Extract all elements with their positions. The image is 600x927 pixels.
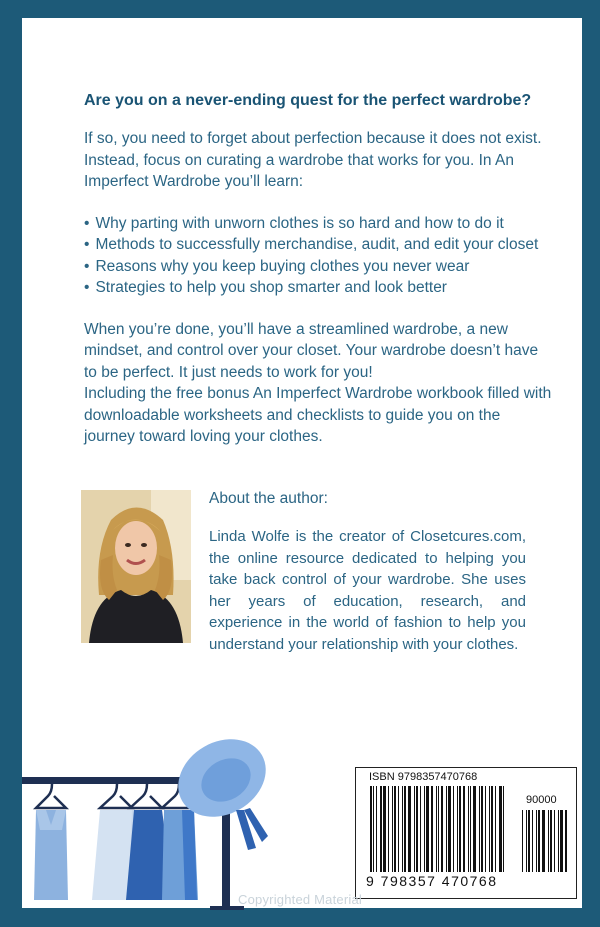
barcode-bar [380, 786, 382, 872]
learn-list [84, 213, 554, 299]
barcode-bar [438, 786, 439, 872]
barcode-bar [370, 786, 372, 872]
author-heading: About the author: [209, 490, 328, 507]
barcode-bar [398, 786, 399, 872]
barcode-bar [424, 786, 425, 872]
price-code: 90000 [526, 794, 557, 806]
wardrobe-illustration [22, 730, 292, 910]
barcode-bar [420, 786, 421, 872]
barcode-bar [526, 810, 527, 872]
barcode-bar [538, 810, 540, 872]
author-bio: Linda Wolfe is the creator of Closetcures.com, the online resource dedicated to helping you take back control of your wardrobe. She uses her years of education, research, and experience in the world of fashion to help you understand your relationship with your clothes. [209, 528, 526, 653]
barcode-bar [499, 786, 502, 872]
list-item: • Reasons why you keep buying clothes you never wear [84, 256, 554, 278]
barcode-bar [481, 786, 483, 872]
barcode-bar [392, 786, 393, 872]
isbn-barcode [355, 767, 577, 899]
barcode-bar [431, 786, 433, 872]
shirt-icon [34, 810, 68, 900]
barcode-bar [414, 786, 415, 872]
barcode-bar [441, 786, 443, 872]
barcode-bar [489, 786, 490, 872]
barcode-bar [522, 810, 523, 872]
back-cover-page [22, 18, 582, 908]
isbn-label: ISBN 9798357470768 [369, 771, 478, 783]
barcode-bar [495, 786, 496, 872]
barcode-bar [503, 786, 504, 872]
blurb-closing: When you’re done, you’ll have a streamlined wardrobe, a new mindset, and control over your closet. Your wardrobe doesn’t have to be perfect. It just needs to work for you! [84, 320, 539, 381]
list-item: • Why parting with unworn clothes is so hard and how to do it [84, 213, 554, 235]
barcode-bar [383, 786, 386, 872]
barcode-bar [558, 810, 559, 872]
barcode-bar [560, 810, 563, 872]
barcode-bar [479, 786, 480, 872]
blurb-headline: Are you on a never-ending quest for the perfect wardrobe? [84, 92, 532, 109]
watermark-bottom: Copyrighted Material [238, 892, 362, 907]
barcode-bar [468, 786, 469, 872]
barcode-bar [536, 810, 537, 872]
hanger-icon [36, 784, 192, 808]
barcode-bar [457, 786, 458, 872]
barcode-bar [402, 786, 403, 872]
barcode-bar [542, 810, 545, 872]
barcode-bar [448, 786, 451, 872]
barcode-bar [550, 810, 552, 872]
barcode-bar [394, 786, 396, 872]
barcode-digits: 9 798357 470768 [366, 873, 498, 889]
barcode-bar [528, 810, 530, 872]
barcode-bar [565, 810, 567, 872]
barcode-bar [408, 786, 411, 872]
barcode-bar [532, 810, 533, 872]
barcode-bar [485, 786, 486, 872]
blurb-bonus: Including the free bonus An Imperfect Wardrobe workbook filled with downloadable worksheets and checklists to guide you on the journey toward loving your clothes. [84, 385, 552, 445]
barcode-bar [416, 786, 418, 872]
barcode-bar [463, 786, 465, 872]
barcode-bar [554, 810, 555, 872]
barcode-bar [459, 786, 461, 872]
barcode-bar [491, 786, 493, 872]
barcode-bar [436, 786, 437, 872]
list-item: • Methods to successfully merchandise, audit, and edit your closet [84, 234, 554, 256]
barcode-bar [373, 786, 374, 872]
blurb-intro: If so, you need to forget about perfection because it does not exist. Instead, focus on curating a wardrobe that works for you. In An Imperfect Wardrobe you’ll learn: [84, 130, 542, 190]
jacket-icon [162, 810, 198, 900]
barcode-bar [473, 786, 476, 872]
barcode-bar [453, 786, 454, 872]
barcode-bar [426, 786, 429, 872]
blurb [84, 90, 554, 448]
barcode-bar [404, 786, 406, 872]
barcode-bar [388, 786, 389, 872]
list-item: • Strategies to help you shop smarter and look better [84, 277, 554, 299]
barcode-bar [548, 810, 549, 872]
barcode-bar [470, 786, 471, 872]
barcode-bar [446, 786, 447, 872]
author-portrait-image [81, 490, 191, 643]
barcode-bar [376, 786, 377, 872]
author-section [209, 488, 526, 655]
author-photo [81, 490, 191, 643]
